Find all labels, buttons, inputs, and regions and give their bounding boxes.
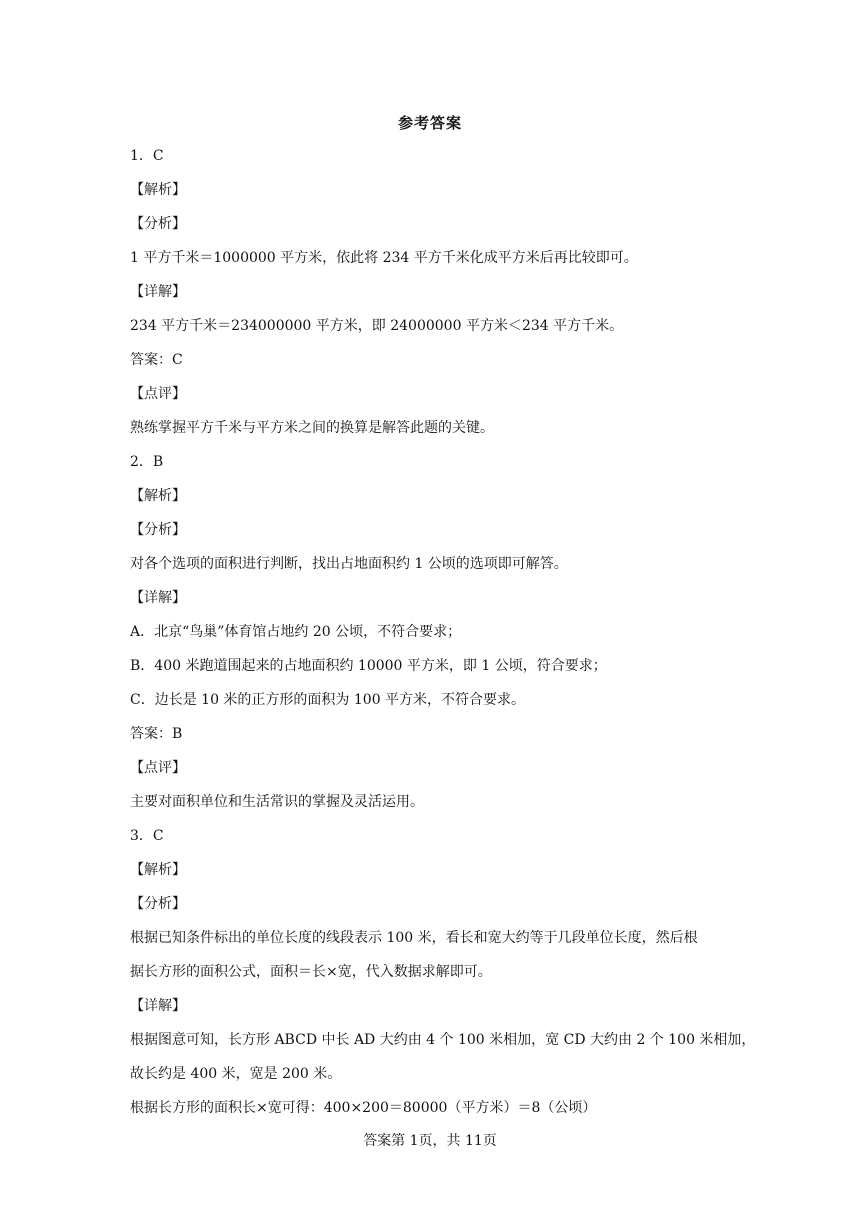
answer-2-answer: 答案：B — [130, 726, 183, 742]
answer-2-analysis-tag: 【解析】 — [130, 488, 186, 504]
answer-3-detail-text-3: 根据长方形的面积长×宽可得：400×200＝80000（平方米）＝8（公顷） — [130, 1100, 597, 1116]
answer-3-fenxi-text-2: 据长方形的面积公式，面积＝长×宽，代入数据求解即可。 — [130, 964, 492, 980]
answer-2-option-a: A．北京“鸟巢”体育馆占地约 20 公顷，不符合要求； — [130, 624, 462, 640]
answer-1-comment-text: 熟练掌握平方千米与平方米之间的换算是解答此题的关键。 — [130, 420, 494, 436]
answer-2-option-c: C．边长是 10 米的正方形的面积为 100 平方米，不符合要求。 — [130, 692, 526, 708]
answer-2-comment-tag: 【点评】 — [130, 760, 186, 776]
answer-3-heading: 3．C — [130, 828, 164, 844]
page-title: 参考答案 — [397, 114, 462, 132]
answer-3-analysis-tag: 【解析】 — [130, 862, 186, 878]
answer-1-analysis-tag: 【解析】 — [130, 182, 186, 198]
answer-2-comment-text: 主要对面积单位和生活常识的掌握及灵活运用。 — [130, 794, 424, 810]
answer-2-fenxi-tag: 【分析】 — [130, 522, 186, 538]
answer-1-detail-text: 234 平方千米＝234000000 平方米，即 24000000 平方米＜234 平方千米。 — [130, 318, 624, 334]
answer-1-answer: 答案：C — [130, 352, 183, 368]
answer-2-fenxi-text: 对各个选项的面积进行判断，找出占地面积约 1 公顷的选项即可解答。 — [130, 556, 568, 572]
answer-1-fenxi-tag: 【分析】 — [130, 216, 186, 232]
answer-2-option-b: B．400 米跑道围起来的占地面积约 10000 平方米，即 1 公顷，符合要求； — [130, 658, 607, 674]
answer-3-fenxi-text-1: 根据已知条件标出的单位长度的线段表示 100 米，看长和宽大约等于几段单位长度，然后根 — [130, 930, 698, 946]
page-footer: 答案第 1页，共 11页 — [363, 1133, 497, 1149]
answer-3-detail-tag: 【详解】 — [130, 998, 186, 1014]
answer-2-detail-tag: 【详解】 — [130, 590, 186, 606]
answer-1-heading: 1．C — [130, 148, 164, 164]
answer-3-detail-text-1: 根据图意可知，长方形 ABCD 中长 AD 大约由 4 个 100 米相加，宽 CD 大约由 2 个 100 米相加， — [130, 1032, 756, 1048]
answer-1-fenxi-text: 1 平方千米＝1000000 平方米，依此将 234 平方千米化成平方米后再比较即可。 — [130, 250, 638, 266]
answer-2-heading: 2．B — [130, 454, 164, 470]
answer-1-comment-tag: 【点评】 — [130, 386, 186, 402]
answer-3-detail-text-2: 故长约是 400 米，宽是 200 米。 — [130, 1066, 342, 1082]
answer-1-detail-tag: 【详解】 — [130, 284, 186, 300]
answer-3-fenxi-tag: 【分析】 — [130, 896, 186, 912]
